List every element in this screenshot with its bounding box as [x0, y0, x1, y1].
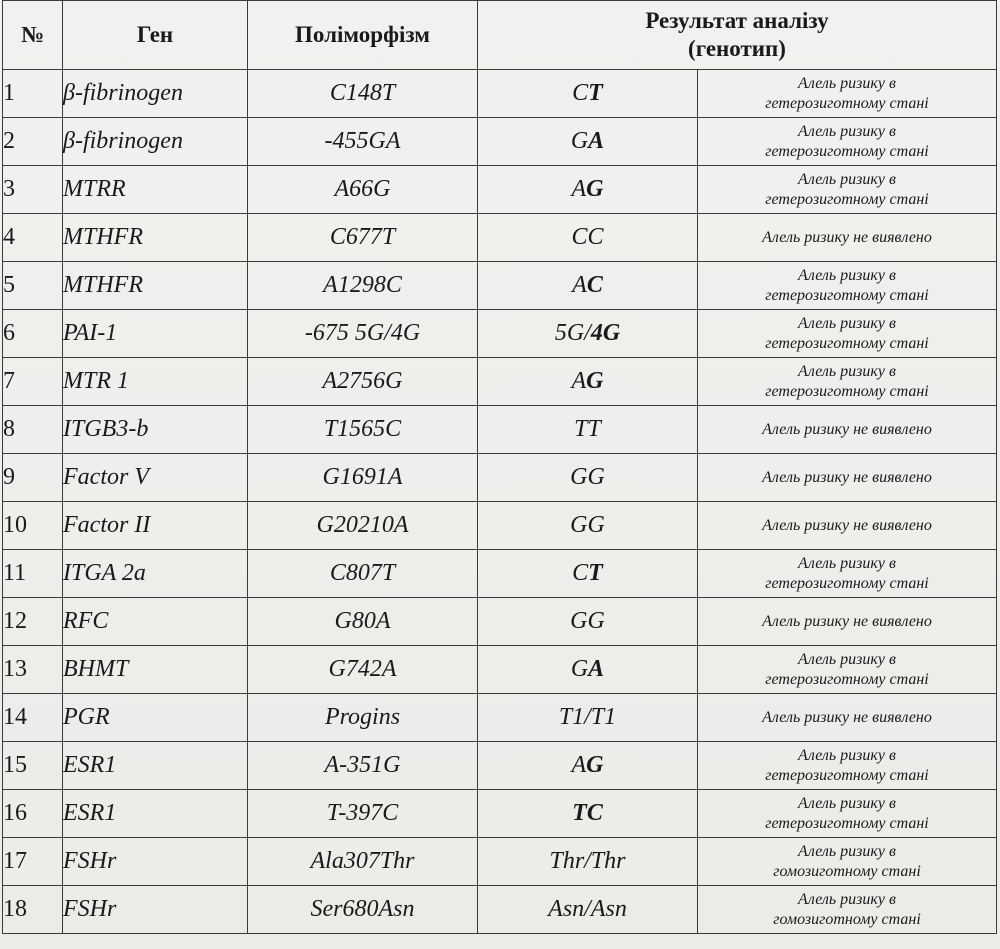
risk-note — [698, 790, 997, 838]
risk-note-line2: гетерозиготному стані — [765, 574, 929, 592]
allele-2: G — [586, 176, 604, 202]
row-number: 1 — [3, 70, 63, 118]
allele-1: 5G/ — [554, 320, 591, 346]
risk-note — [698, 166, 997, 214]
allele-1: A — [571, 368, 587, 394]
polymorphism: T-397C — [248, 790, 478, 838]
row-number: 7 — [3, 358, 63, 406]
table-row — [3, 838, 997, 886]
table-row — [3, 886, 997, 934]
risk-note-line1: Алель ризику в — [798, 842, 896, 860]
risk-note-line2: гетерозиготному стані — [765, 334, 929, 352]
table-row — [3, 310, 997, 358]
risk-note — [698, 358, 997, 406]
gene-name: PGR — [63, 694, 248, 742]
genotype-result — [478, 502, 698, 550]
gene-name: ESR1 — [63, 790, 248, 838]
risk-note-line2: гетерозиготному стані — [765, 766, 929, 784]
table-row — [3, 550, 997, 598]
allele-2: T — [588, 560, 603, 586]
risk-note-line1: Алель ризику в — [798, 122, 896, 140]
allele-1: G — [570, 656, 589, 682]
allele-2: C — [586, 272, 603, 298]
polymorphism: -455GA — [248, 118, 478, 166]
header-number: № — [3, 1, 63, 70]
genotype-result — [478, 70, 698, 118]
genotype-result — [478, 550, 698, 598]
genotype-table — [2, 0, 997, 934]
allele-1: C — [572, 80, 589, 106]
genotype-result — [478, 358, 698, 406]
polymorphism: A66G — [248, 166, 478, 214]
table-row — [3, 694, 997, 742]
table-row — [3, 406, 997, 454]
row-number: 10 — [3, 502, 63, 550]
gene-name: β-fibrinogen — [63, 118, 248, 166]
allele-2: A — [588, 128, 605, 154]
allele-1: G — [570, 128, 589, 154]
allele-2: C — [586, 800, 603, 826]
risk-note — [698, 742, 997, 790]
risk-note — [698, 214, 997, 262]
risk-note — [698, 550, 997, 598]
allele-1: GG — [570, 608, 605, 634]
row-number: 14 — [3, 694, 63, 742]
risk-note — [698, 118, 997, 166]
risk-note-line1: Алель ризику в — [798, 362, 896, 380]
gene-name: MTHFR — [63, 214, 248, 262]
gene-name: ESR1 — [63, 742, 248, 790]
polymorphism: -675 5G/4G — [248, 310, 478, 358]
polymorphism: G742A — [248, 646, 478, 694]
table-row — [3, 214, 997, 262]
allele-2: A — [588, 656, 605, 682]
genotype-result — [478, 598, 698, 646]
allele-2: G — [586, 368, 604, 394]
risk-note-line1: Алель ризику в — [798, 314, 896, 332]
gene-name: ITGB3-b — [63, 406, 248, 454]
risk-note-line1: Алель ризику в — [798, 74, 896, 92]
polymorphism: A1298C — [248, 262, 478, 310]
risk-note — [698, 502, 997, 550]
allele-1: GG — [570, 512, 605, 538]
row-number: 4 — [3, 214, 63, 262]
table-row — [3, 118, 997, 166]
allele-1: C — [572, 560, 589, 586]
risk-note-line2: гетерозиготному стані — [765, 94, 929, 112]
row-number: 5 — [3, 262, 63, 310]
row-number: 6 — [3, 310, 63, 358]
table-row — [3, 502, 997, 550]
row-number: 8 — [3, 406, 63, 454]
polymorphism: T1565C — [248, 406, 478, 454]
polymorphism: Ala307Thr — [248, 838, 478, 886]
risk-note-line1: Алель ризику не виявлено — [762, 708, 932, 726]
gene-name: β-fibrinogen — [63, 70, 248, 118]
table-header-row — [3, 1, 997, 70]
risk-note-line2: гетерозиготному стані — [765, 670, 929, 688]
gene-name: ITGA 2a — [63, 550, 248, 598]
genotype-result — [478, 886, 698, 934]
header-result-line1: Результат аналізу — [645, 8, 829, 33]
risk-note-line2: гетерозиготному стані — [765, 286, 929, 304]
risk-note-line1: Алель ризику в — [798, 266, 896, 284]
risk-note-line1: Алель ризику в — [798, 554, 896, 572]
row-number: 17 — [3, 838, 63, 886]
risk-note-line2: гомозиготному стані — [773, 910, 921, 928]
table-row — [3, 358, 997, 406]
polymorphism: A-351G — [248, 742, 478, 790]
table-row — [3, 166, 997, 214]
risk-note-line1: Алель ризику в — [798, 890, 896, 908]
allele-2: 4G — [590, 320, 621, 346]
risk-note-line1: Алель ризику не виявлено — [762, 420, 932, 438]
genotype-result — [478, 262, 698, 310]
polymorphism: C807T — [248, 550, 478, 598]
polymorphism: A2756G — [248, 358, 478, 406]
header-gene: Ген — [63, 1, 248, 70]
row-number: 9 — [3, 454, 63, 502]
polymorphism: C148T — [248, 70, 478, 118]
risk-note-line1: Алель ризику в — [798, 650, 896, 668]
allele-1: T1/T1 — [558, 704, 617, 730]
genotype-result — [478, 310, 698, 358]
allele-1: T — [572, 800, 587, 826]
table-row — [3, 454, 997, 502]
allele-1: GG — [570, 464, 605, 490]
risk-note — [698, 646, 997, 694]
allele-1: A — [571, 752, 587, 778]
risk-note — [698, 694, 997, 742]
allele-1: TT — [574, 416, 601, 442]
polymorphism: C677T — [248, 214, 478, 262]
genotype-result — [478, 454, 698, 502]
risk-note-line2: гетерозиготному стані — [765, 190, 929, 208]
header-result — [478, 1, 997, 70]
risk-note-line2: гетерозиготному стані — [765, 382, 929, 400]
polymorphism: G1691A — [248, 454, 478, 502]
risk-note-line1: Алель ризику не виявлено — [762, 228, 932, 246]
gene-name: FSHr — [63, 886, 248, 934]
gene-name: MTHFR — [63, 262, 248, 310]
genotype-result — [478, 742, 698, 790]
table-row — [3, 790, 997, 838]
table-row — [3, 598, 997, 646]
header-result-line2: (генотип) — [688, 36, 786, 61]
risk-note-line1: Алель ризику в — [798, 794, 896, 812]
row-number: 12 — [3, 598, 63, 646]
table-body — [3, 70, 997, 934]
table-row — [3, 742, 997, 790]
polymorphism: G80A — [248, 598, 478, 646]
genotype-result — [478, 694, 698, 742]
gene-name: Factor V — [63, 454, 248, 502]
risk-note-line1: Алель ризику в — [798, 746, 896, 764]
risk-note — [698, 454, 997, 502]
allele-2: G — [586, 752, 604, 778]
row-number: 18 — [3, 886, 63, 934]
gene-name: BHMT — [63, 646, 248, 694]
table-row — [3, 262, 997, 310]
gene-name: MTR 1 — [63, 358, 248, 406]
risk-note-line1: Алель ризику не виявлено — [762, 516, 932, 534]
allele-1: A — [572, 272, 587, 298]
gene-name: RFC — [63, 598, 248, 646]
risk-note — [698, 838, 997, 886]
header-polymorphism: Поліморфізм — [248, 1, 478, 70]
allele-1: Asn/Asn — [548, 896, 627, 922]
risk-note — [698, 886, 997, 934]
row-number: 2 — [3, 118, 63, 166]
risk-note — [698, 598, 997, 646]
polymorphism: Progins — [248, 694, 478, 742]
gene-name: Factor II — [63, 502, 248, 550]
genotype-result — [478, 118, 698, 166]
risk-note-line1: Алель ризику не виявлено — [762, 612, 932, 630]
row-number: 3 — [3, 166, 63, 214]
genotype-result — [478, 646, 698, 694]
risk-note-line2: гетерозиготному стані — [765, 814, 929, 832]
row-number: 13 — [3, 646, 63, 694]
table-row — [3, 646, 997, 694]
genotype-result — [478, 166, 698, 214]
risk-note-line1: Алель ризику не виявлено — [762, 468, 932, 486]
risk-note-line2: гомозиготному стані — [773, 862, 921, 880]
risk-note-line2: гетерозиготному стані — [765, 142, 929, 160]
row-number: 11 — [3, 550, 63, 598]
gene-name: MTRR — [63, 166, 248, 214]
allele-1: A — [571, 176, 587, 202]
allele-2: T — [588, 80, 603, 106]
allele-1: Thr/Thr — [549, 848, 626, 874]
risk-note-line1: Алель ризику в — [798, 170, 896, 188]
genotype-result — [478, 838, 698, 886]
gene-name: PAI-1 — [63, 310, 248, 358]
genotype-result — [478, 214, 698, 262]
risk-note — [698, 70, 997, 118]
row-number: 15 — [3, 742, 63, 790]
polymorphism: G20210A — [248, 502, 478, 550]
genotype-result — [478, 790, 698, 838]
risk-note — [698, 406, 997, 454]
table-row — [3, 70, 997, 118]
genotype-result — [478, 406, 698, 454]
gene-name: FSHr — [63, 838, 248, 886]
polymorphism: Ser680Asn — [248, 886, 478, 934]
risk-note — [698, 310, 997, 358]
risk-note — [698, 262, 997, 310]
row-number: 16 — [3, 790, 63, 838]
allele-1: CC — [571, 224, 604, 250]
